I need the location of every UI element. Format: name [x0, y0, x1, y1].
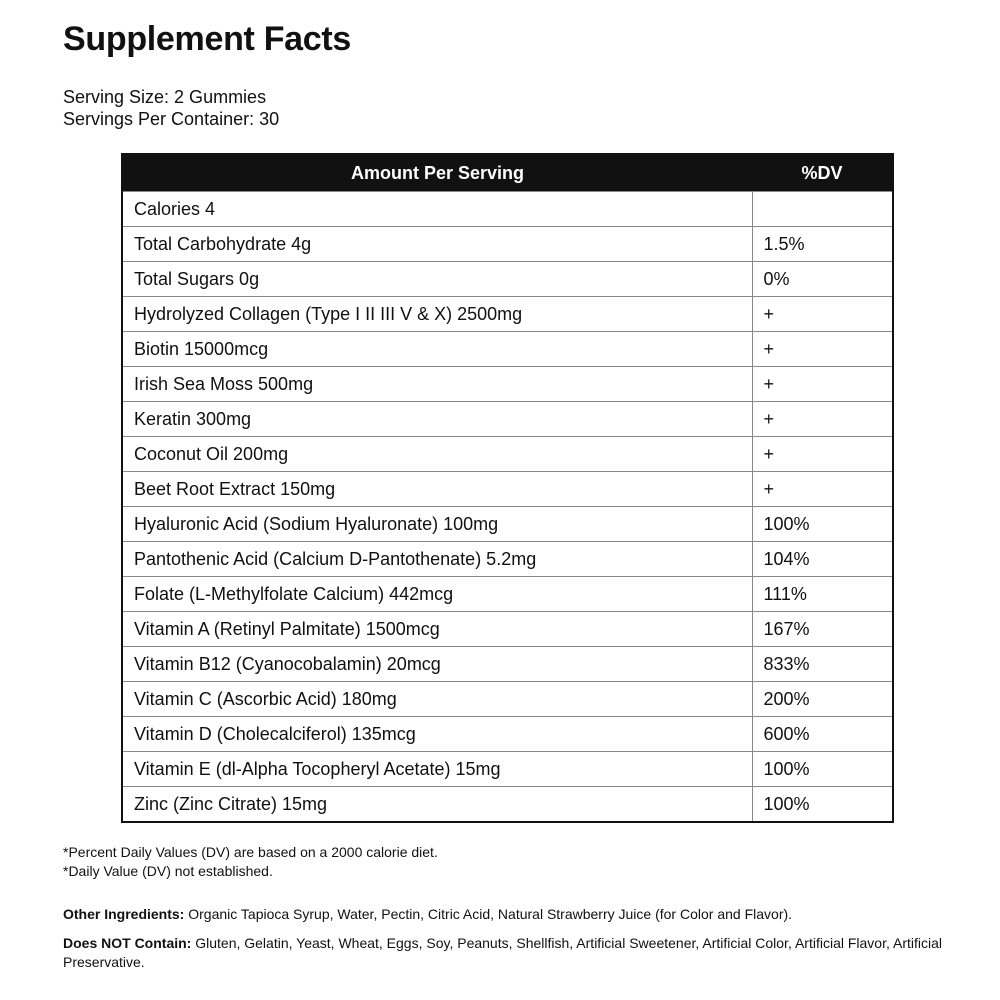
- table-row: [122, 437, 893, 472]
- ingredients-section: [63, 905, 953, 982]
- nutrient-daily-value: +: [752, 402, 893, 437]
- nutrient-name: Coconut Oil 200mg: [122, 437, 752, 472]
- table-row: [122, 332, 893, 367]
- nutrient-name: Biotin 15000mcg: [122, 332, 752, 367]
- nutrient-name: Vitamin C (Ascorbic Acid) 180mg: [122, 682, 752, 717]
- nutrient-daily-value: 600%: [752, 717, 893, 752]
- nutrient-daily-value: 100%: [752, 507, 893, 542]
- nutrient-name: Calories 4: [122, 192, 752, 227]
- nutrient-name: Total Carbohydrate 4g: [122, 227, 752, 262]
- nutrient-name: Vitamin D (Cholecalciferol) 135mcg: [122, 717, 752, 752]
- nutrient-daily-value: 0%: [752, 262, 893, 297]
- nutrient-name: Keratin 300mg: [122, 402, 752, 437]
- nutrient-daily-value: +: [752, 437, 893, 472]
- page-title: Supplement Facts: [63, 20, 352, 58]
- table-header-row: [122, 154, 893, 192]
- serving-size: Serving Size: 2 Gummies: [63, 87, 267, 107]
- nutrient-daily-value: 1.5%: [752, 227, 893, 262]
- table-row: [122, 507, 893, 542]
- other-ingredients: [63, 905, 953, 924]
- table-row: [122, 262, 893, 297]
- table-row: [122, 472, 893, 507]
- nutrient-daily-value: 111%: [752, 577, 893, 612]
- nutrient-daily-value: 200%: [752, 682, 893, 717]
- nutrient-name: Vitamin A (Retinyl Palmitate) 1500mcg: [122, 612, 752, 647]
- footnote-percent-dv: *Percent Daily Values (DV) are based on a 2000 calorie diet.: [63, 844, 438, 860]
- does-not-contain: [63, 934, 953, 972]
- nutrient-daily-value: [752, 192, 893, 227]
- servings-per-container: Servings Per Container: 30: [63, 109, 280, 129]
- nutrient-name: Total Sugars 0g: [122, 262, 752, 297]
- nutrient-daily-value: 167%: [752, 612, 893, 647]
- table-body: [122, 192, 893, 823]
- nutrient-name: Folate (L-Methylfolate Calcium) 442mcg: [122, 577, 752, 612]
- table-row: [122, 787, 893, 823]
- does-not-contain-text: Gluten, Gelatin, Yeast, Wheat, Eggs, Soy, Peanuts, Shellfish, Artificial Sweetener, Artificial Color, Artificial Flavor, Artificial Preservative.: [63, 935, 942, 970]
- table-row: [122, 297, 893, 332]
- nutrient-name: Vitamin E (dl-Alpha Tocopheryl Acetate) 15mg: [122, 752, 752, 787]
- nutrient-daily-value: +: [752, 367, 893, 402]
- table-row: [122, 577, 893, 612]
- nutrient-name: Irish Sea Moss 500mg: [122, 367, 752, 402]
- header-amount-per-serving: Amount Per Serving: [122, 154, 752, 192]
- nutrient-daily-value: 833%: [752, 647, 893, 682]
- footnote-dv-not-established: *Daily Value (DV) not established.: [63, 863, 273, 879]
- table-row: [122, 402, 893, 437]
- table-row: [122, 647, 893, 682]
- supplement-facts-table: [121, 153, 894, 823]
- header-daily-value: %DV: [752, 154, 893, 192]
- nutrient-daily-value: 100%: [752, 787, 893, 823]
- does-not-contain-label: Does NOT Contain:: [63, 935, 192, 951]
- nutrient-daily-value: +: [752, 332, 893, 367]
- other-ingredients-label: Other Ingredients:: [63, 906, 185, 922]
- nutrient-name: Hydrolyzed Collagen (Type I II III V & X) 2500mg: [122, 297, 752, 332]
- table-row: [122, 367, 893, 402]
- nutrient-name: Pantothenic Acid (Calcium D-Pantothenate) 5.2mg: [122, 542, 752, 577]
- table-row: [122, 542, 893, 577]
- nutrient-daily-value: 100%: [752, 752, 893, 787]
- nutrient-name: Beet Root Extract 150mg: [122, 472, 752, 507]
- nutrient-name: Zinc (Zinc Citrate) 15mg: [122, 787, 752, 823]
- table-row: [122, 717, 893, 752]
- nutrient-daily-value: 104%: [752, 542, 893, 577]
- nutrient-name: Vitamin B12 (Cyanocobalamin) 20mcg: [122, 647, 752, 682]
- table-row: [122, 752, 893, 787]
- table-row: [122, 682, 893, 717]
- table-row: [122, 612, 893, 647]
- nutrient-name: Hyaluronic Acid (Sodium Hyaluronate) 100mg: [122, 507, 752, 542]
- nutrient-daily-value: +: [752, 297, 893, 332]
- footnotes: [63, 843, 438, 881]
- nutrient-daily-value: +: [752, 472, 893, 507]
- table-row: [122, 192, 893, 227]
- table-row: [122, 227, 893, 262]
- other-ingredients-text: Organic Tapioca Syrup, Water, Pectin, Citric Acid, Natural Strawberry Juice (for Color and Flavor).: [184, 906, 793, 922]
- serving-info: [63, 86, 279, 130]
